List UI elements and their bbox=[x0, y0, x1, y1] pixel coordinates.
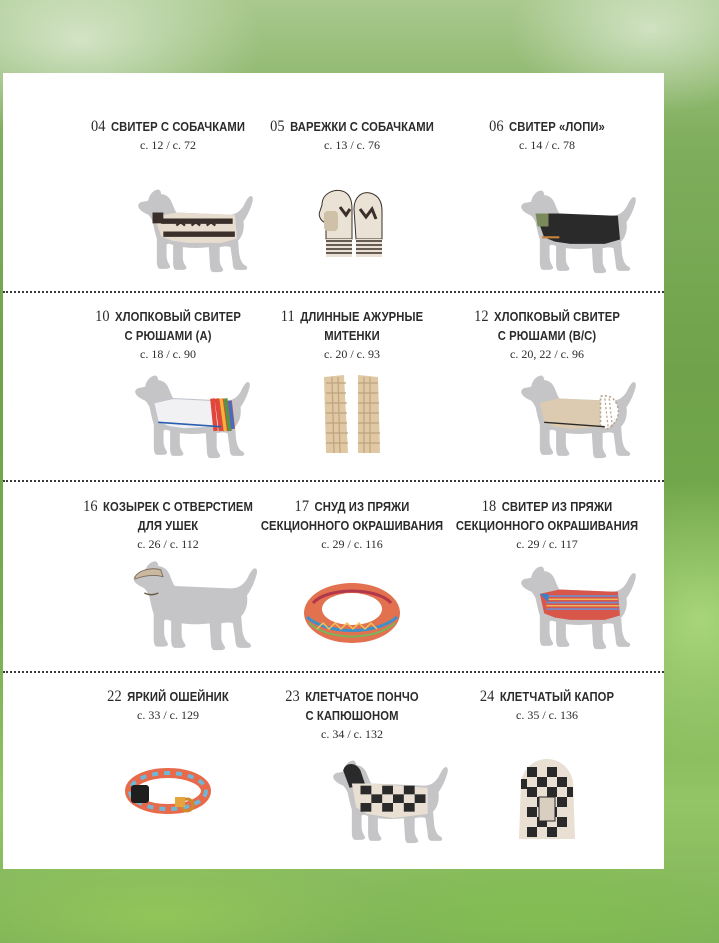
item-pages: с. 20, 22 / с. 96 bbox=[510, 347, 584, 361]
item-pages: с. 34 / с. 132 bbox=[321, 727, 383, 741]
section-divider bbox=[3, 291, 664, 293]
item-number: 17 bbox=[294, 498, 310, 515]
catalog-item-18[interactable] bbox=[437, 497, 657, 553]
fingerless-gloves-icon[interactable] bbox=[242, 373, 462, 457]
item-pages: с. 18 / с. 90 bbox=[140, 347, 196, 361]
catalog-item-05[interactable] bbox=[242, 117, 462, 154]
hood-icon[interactable] bbox=[437, 757, 657, 845]
item-title: СВИТЕР ИЗ ПРЯЖИ bbox=[501, 500, 613, 514]
item-title: СНУД ИЗ ПРЯЖИ bbox=[314, 500, 410, 514]
item-title: ХЛОПКОВЫЙ СВИТЕР bbox=[115, 310, 241, 324]
item-title: ЯРКИЙ ОШЕЙНИК bbox=[127, 690, 229, 704]
item-number: 06 bbox=[489, 118, 504, 135]
item-number: 11 bbox=[280, 308, 295, 325]
item-title: СВИТЕР «ЛОПИ» bbox=[509, 120, 605, 134]
item-pages: с. 12 / с. 72 bbox=[140, 138, 196, 152]
item-number: 23 bbox=[285, 688, 300, 705]
collar-icon[interactable] bbox=[58, 761, 278, 821]
item-title-line2: С РЮШАМИ (А) bbox=[124, 329, 212, 343]
item-number: 24 bbox=[479, 688, 495, 705]
item-pages: с. 20 / с. 93 bbox=[324, 347, 380, 361]
dog-sweater-icon[interactable] bbox=[471, 563, 691, 655]
section-divider bbox=[3, 671, 664, 673]
snood-icon[interactable] bbox=[242, 573, 462, 653]
item-title-line2: СЕКЦИОННОГО ОКРАШИВАНИЯ bbox=[455, 519, 639, 533]
item-pages: с. 29 / с. 116 bbox=[321, 537, 383, 551]
item-number: 16 bbox=[83, 498, 98, 515]
item-title-line2: ДЛЯ УШЕК bbox=[137, 519, 199, 533]
item-title: ДЛИННЫЕ АЖУРНЫЕ bbox=[300, 310, 424, 324]
dog-sweater-icon[interactable] bbox=[471, 189, 691, 277]
section-divider bbox=[3, 480, 664, 482]
item-number: 22 bbox=[107, 688, 122, 705]
item-title-line2: СЕКЦИОННОГО ОКРАШИВАНИЯ bbox=[260, 519, 444, 533]
item-number: 10 bbox=[95, 308, 110, 325]
item-pages: с. 35 / с. 136 bbox=[516, 708, 578, 722]
item-pages: с. 26 / с. 112 bbox=[137, 537, 199, 551]
item-pages: с. 13 / с. 76 bbox=[324, 138, 380, 152]
item-title: КОЗЫРЕК С ОТВЕРСТИЕМ bbox=[103, 500, 253, 514]
catalog-item-17[interactable] bbox=[242, 497, 462, 553]
item-number: 05 bbox=[270, 118, 285, 135]
item-title: ХЛОПКОВЫЙ СВИТЕР bbox=[494, 310, 620, 324]
item-pages: с. 29 / с. 117 bbox=[516, 537, 578, 551]
catalog-item-24[interactable] bbox=[437, 687, 657, 724]
catalog-item-11[interactable] bbox=[242, 307, 462, 363]
item-pages: с. 14 / с. 78 bbox=[519, 138, 575, 152]
item-title-line2: С РЮШАМИ (В/С) bbox=[497, 329, 597, 343]
item-number: 18 bbox=[481, 498, 497, 515]
catalog-item-06[interactable] bbox=[437, 117, 657, 154]
item-title: КЛЕТЧАТЫЙ КАПОР bbox=[499, 690, 615, 704]
item-title-line2: МИТЕНКИ bbox=[324, 329, 380, 343]
catalog-item-12[interactable] bbox=[437, 307, 657, 363]
item-title: ВАРЕЖКИ С СОБАЧКАМИ bbox=[290, 120, 434, 134]
mittens-icon[interactable] bbox=[242, 185, 462, 265]
item-number: 04 bbox=[90, 118, 106, 135]
dog-sweater-icon[interactable] bbox=[471, 373, 691, 463]
item-title: КЛЕТЧАТОЕ ПОНЧО bbox=[305, 690, 419, 704]
item-title-line2: С КАПЮШОНОМ bbox=[305, 709, 399, 723]
item-title: СВИТЕР С СОБАЧКАМИ bbox=[110, 120, 246, 134]
item-pages: с. 33 / с. 129 bbox=[137, 708, 199, 722]
catalog-page bbox=[3, 73, 664, 869]
catalog-item-23[interactable] bbox=[242, 687, 462, 743]
item-number: 12 bbox=[474, 308, 489, 325]
